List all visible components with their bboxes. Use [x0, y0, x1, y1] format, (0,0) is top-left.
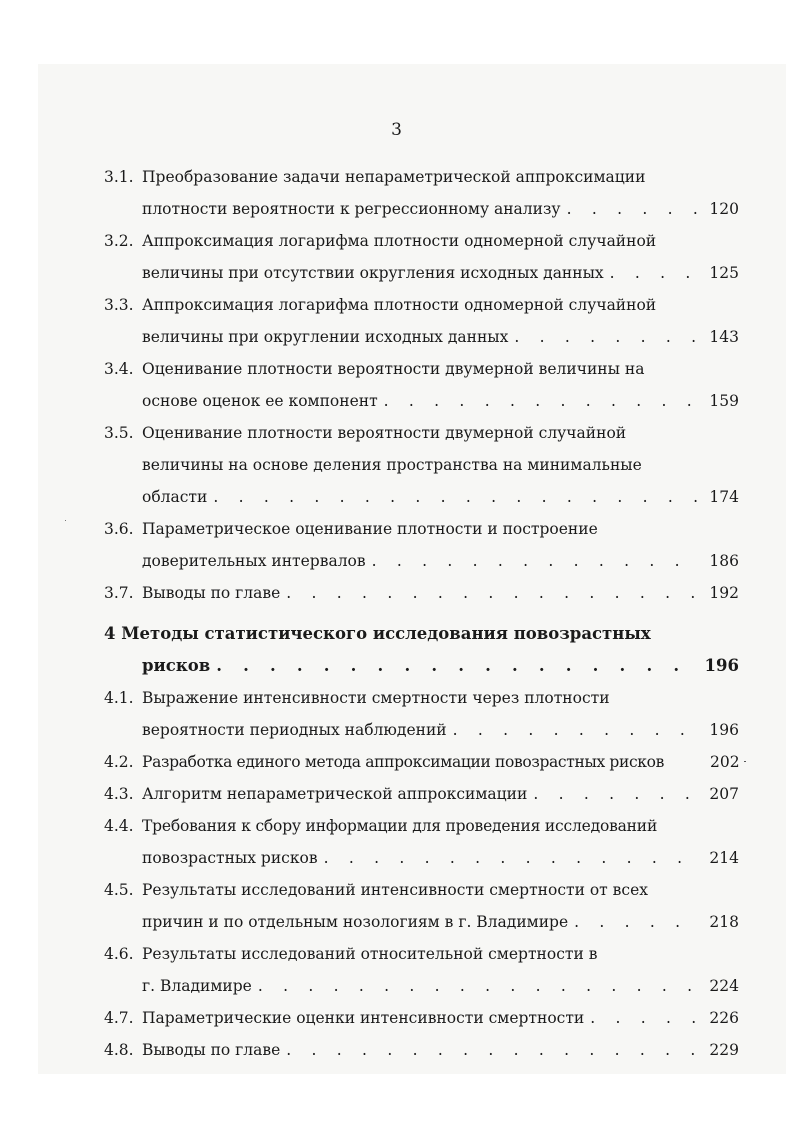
- toc-chapter-title: 4 Методы статистического исследования повозрастных: [104, 624, 651, 643]
- toc-entry-3-2[interactable]: [0, 228, 793, 254]
- toc-entry-3-3-cont[interactable]: [0, 324, 793, 350]
- toc-entry-title-cont: г. Владимире: [142, 977, 252, 995]
- toc-page-number: 229: [709, 1041, 739, 1059]
- toc-entry-3-4-cont[interactable]: [0, 388, 793, 414]
- toc-page-number: 226: [709, 1009, 739, 1027]
- toc-page-number: 214: [709, 849, 739, 867]
- toc-entry-title-cont: величины на основе деления пространства на минимальные: [142, 456, 642, 474]
- toc-entry-number: 3.5.: [104, 424, 134, 442]
- toc-entry-3-6[interactable]: [0, 516, 793, 542]
- toc-page-number: 196: [709, 721, 739, 739]
- toc-entry-3-3[interactable]: [0, 292, 793, 318]
- toc-entry-number: 4.5.: [104, 881, 134, 899]
- toc-entry-title: Параметрические оценки интенсивности смертности: [142, 1009, 585, 1027]
- toc-entry-title-cont: доверительных интервалов: [142, 552, 366, 570]
- toc-entry-title: Оценивание плотности вероятности двумерной величины на: [142, 360, 645, 378]
- dot-leader: [286, 580, 697, 606]
- dot-leader: [590, 1005, 697, 1031]
- toc-entry-title: Выводы по главе: [142, 1041, 281, 1059]
- toc-page-number: 186: [709, 552, 739, 570]
- toc-entry-title: Аппроксимация логарифма плотности одномерной случайной: [142, 232, 657, 250]
- toc-entry-4-7[interactable]: [0, 1005, 793, 1031]
- toc-entry-title: Аппроксимация логарифма плотности одномерной случайной: [142, 296, 657, 314]
- toc-entry-title-cont: вероятности периодных наблюдений: [142, 721, 447, 739]
- dot-leader: [384, 388, 697, 414]
- toc-chapter-title-cont: рисков: [142, 656, 211, 675]
- toc-entry-number: 4.7.: [104, 1009, 134, 1027]
- toc-entry-title: Требования к сбору информации для проведения исследований: [142, 817, 658, 835]
- toc-page-number: 207: [709, 785, 739, 803]
- toc-entry-number: 4.2.: [104, 753, 134, 771]
- toc-entry-3-5[interactable]: [0, 420, 793, 446]
- toc-entry-title: Преобразование задачи непараметрической аппроксимации: [142, 168, 646, 186]
- toc-entry-number: 3.4.: [104, 360, 134, 378]
- toc-entry-number: 4.4.: [104, 817, 134, 835]
- toc-entry-title: Оценивание плотности вероятности двумерной случайной: [142, 424, 627, 442]
- toc-page-number: 192: [709, 584, 739, 602]
- dot-leader: [258, 973, 697, 999]
- toc-entry-title-cont: плотности вероятности к регрессионному анализу: [142, 200, 561, 218]
- toc-entry-number: 3.3.: [104, 296, 134, 314]
- toc-chapter-4[interactable]: [0, 621, 793, 647]
- toc-entry-number: 4.6.: [104, 945, 134, 963]
- dot-leader: [453, 717, 697, 743]
- dot-leader: [533, 781, 697, 807]
- toc-entry-3-6-cont[interactable]: [0, 548, 793, 574]
- toc-entry-4-2[interactable]: [0, 749, 793, 775]
- toc-entry-title: Результаты исследований относительной смертности в: [142, 945, 598, 963]
- toc-page-number: 218: [709, 913, 739, 931]
- toc-entry-4-6[interactable]: [0, 941, 793, 967]
- toc-entry-title: Результаты исследований интенсивности смертности от всех: [142, 881, 648, 899]
- toc-entry-4-8[interactable]: [0, 1037, 793, 1063]
- dot-leader: [324, 845, 697, 871]
- dot-leader: [213, 484, 697, 510]
- toc-entry-3-5-cont2[interactable]: [0, 484, 793, 510]
- toc-entry-4-3[interactable]: [0, 781, 793, 807]
- toc-entry-4-5[interactable]: [0, 877, 793, 903]
- toc-entry-title-cont: повозрастных рисков: [142, 849, 318, 867]
- dot-leader: [372, 548, 697, 574]
- toc-entry-title-cont: причин и по отдельным нозологиям в г. Владимире: [142, 913, 569, 931]
- toc-entry-4-1[interactable]: [0, 685, 793, 711]
- toc-entry-3-2-cont[interactable]: [0, 260, 793, 286]
- dot-leader: [216, 653, 697, 679]
- page-number: 3: [391, 120, 402, 140]
- toc-page-number: 125: [709, 264, 739, 282]
- toc-entry-4-6-cont[interactable]: [0, 973, 793, 999]
- toc-entry-number: 3.7.: [104, 584, 134, 602]
- toc-entry-number: 4.3.: [104, 785, 134, 803]
- toc-entry-number: 3.2.: [104, 232, 134, 250]
- toc-entry-4-4-cont[interactable]: [0, 845, 793, 871]
- toc-entry-3-5-cont[interactable]: [0, 452, 793, 478]
- toc-page-number: 143: [709, 328, 739, 346]
- toc-page-number: 159: [709, 392, 739, 410]
- dot-leader: [567, 196, 697, 222]
- toc-entry-number: 3.6.: [104, 520, 134, 538]
- toc-entry-title-cont: величины при отсутствии округления исходных данных: [142, 264, 604, 282]
- toc-page-number: 120: [709, 200, 739, 218]
- toc-entry-3-1[interactable]: [0, 164, 793, 190]
- toc-page-number: 174: [709, 488, 739, 506]
- dot-leader: [514, 324, 697, 350]
- toc-page-number: 224: [709, 977, 739, 995]
- toc-entry-number: 4.8.: [104, 1041, 134, 1059]
- dot-leader: [286, 1037, 697, 1063]
- toc-page-number: 196: [704, 656, 739, 675]
- dot-leader: [610, 260, 697, 286]
- toc-entry-number: 3.1.: [104, 168, 134, 186]
- toc-entry-4-4[interactable]: [0, 813, 793, 839]
- toc-page-number: 202: [710, 753, 740, 771]
- toc-entry-number: 4.1.: [104, 689, 134, 707]
- toc-entry-title-cont: основе оценок ее компонент: [142, 392, 378, 410]
- toc-entry-title: Выражение интенсивности смертности через плотности: [142, 689, 610, 707]
- dot-leader: [574, 909, 697, 935]
- toc-entry-4-5-cont[interactable]: [0, 909, 793, 935]
- toc-entry-title: Параметрическое оценивание плотности и построение: [142, 520, 598, 538]
- toc-entry-title-cont: области: [142, 488, 208, 506]
- toc-entry-title-cont: величины при округлении исходных данных: [142, 328, 509, 346]
- toc-entry-3-7[interactable]: [0, 580, 793, 606]
- toc-entry-title: Выводы по главе: [142, 584, 281, 602]
- toc-entry-title: Разработка единого метода аппроксимации повозрастных рисков: [142, 753, 664, 771]
- toc-entry-3-4[interactable]: [0, 356, 793, 382]
- toc-chapter-4-cont[interactable]: [0, 653, 793, 679]
- toc-entry-3-1-cont[interactable]: [0, 196, 793, 222]
- toc-entry-title: Алгоритм непараметрической аппроксимации: [142, 785, 528, 803]
- toc-entry-4-1-cont[interactable]: [0, 717, 793, 743]
